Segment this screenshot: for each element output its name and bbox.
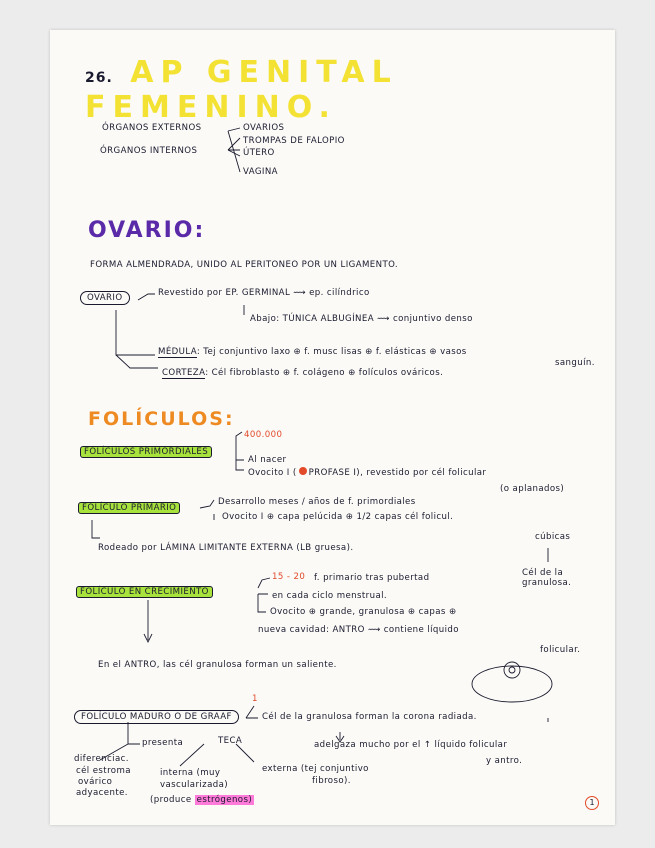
page-number: 1 [585, 796, 599, 810]
estroma-1: cél estroma [76, 766, 131, 776]
crecimiento-ovocito: Ovocito ⊕ grande, granulosa ⊕ capas ⊕ [270, 607, 457, 617]
maduro-corona: Cél de la granulosa forman la corona radiada. [262, 712, 477, 722]
primario-desarrollo: Desarrollo meses / años de f. primordiales [218, 497, 416, 507]
ovario-corteza [162, 368, 443, 378]
trompas-item: TROMPAS DE FALOPIO [243, 136, 345, 146]
ovario-forma: FORMA ALMENDRADA, UNIDO AL PERITONEO POR UN LIGAMENTO. [90, 260, 399, 270]
ovario-medula-2: sanguín. [555, 358, 595, 368]
maduro-count: 1 [252, 694, 258, 704]
maduro-teca: TECA [218, 736, 243, 746]
heading-foliculos: FOLÍCULOS: [88, 408, 235, 430]
teca-interna-3 [150, 795, 254, 805]
heading-ovario: OVARIO: [88, 218, 206, 243]
crecimiento-label: FOLÍCULO EN CRECIMIENTO [76, 586, 213, 598]
vagina-item: VAGINA [243, 167, 278, 177]
estrogenos-highlight: estrógenos) [196, 795, 253, 805]
primordiales-nacer: Al nacer [248, 455, 287, 465]
ovocito-a: Ovocito I ( [248, 468, 297, 478]
primordiales-aplanados: (o aplanados) [500, 484, 565, 494]
corteza-text: : Cél fibroblasto ⊕ f. colágeno ⊕ folículos ováricos. [205, 368, 444, 378]
ovocito-b: PROFASE I), revestido por cél folicular [308, 468, 487, 478]
primario-granulosa: Cél de la granulosa. [522, 568, 572, 588]
ovarios-item: OVARIOS [243, 123, 285, 133]
ovario-box: OVARIO [80, 291, 130, 305]
corteza-label: CORTEZA [162, 368, 206, 378]
organos-externos: ÓRGANOS EXTERNOS [102, 123, 202, 133]
primordiales-label: FOLÍCULOS PRIMORDIALES [80, 446, 212, 458]
title-number: 26. [85, 70, 113, 86]
ovario-medula [158, 347, 467, 357]
medula-label: MÉDULA [158, 347, 197, 357]
red-dot-icon [299, 467, 307, 475]
medula-text: : Tej conjuntivo laxo ⊕ f. musc lisas ⊕ f. elásticas ⊕ vasos [196, 347, 467, 357]
teca-interna-2: vascularizada) [160, 780, 229, 790]
maduro-presenta: presenta [142, 738, 184, 748]
title-text: AP GENITAL FEMENINO. [85, 55, 398, 125]
crecimiento-primario: f. primario tras pubertad [314, 573, 430, 583]
primario-cubicas: cúbicas [535, 532, 571, 542]
organos-internos: ÓRGANOS INTERNOS [100, 146, 198, 156]
primordiales-ovocito [248, 467, 486, 478]
crecimiento-cavidad: nueva cavidad: ANTRO ⟿ contiene líquido [258, 625, 459, 635]
primordiales-count: 400.000 [244, 430, 283, 440]
estroma-3: adyacente. [76, 788, 128, 798]
estroma-2: ovárico [78, 777, 113, 787]
maduro-antro: y antro. [486, 756, 523, 766]
crecimiento-folicular: folicular. [540, 645, 581, 655]
utero-item: ÚTERO [243, 148, 275, 158]
crecimiento-ciclo: en cada ciclo menstrual. [272, 591, 388, 601]
crecimiento-antro: En el ANTRO, las cél granulosa forman un saliente. [98, 660, 337, 670]
primario-ovocito: Ovocito I ⊕ capa pelúcida ⊕ 1/2 capas cél folicul. [222, 512, 454, 522]
page-title [85, 55, 655, 125]
primario-label: FOLÍCULO PRIMARIO [78, 502, 180, 514]
ovario-abajo: Abajo: TÚNICA ALBUGÍNEA ⟿ conjuntivo denso [250, 314, 473, 324]
produce-text: (produce [150, 795, 192, 805]
teca-interna-1: interna (muy [160, 768, 221, 778]
teca-externa-1: externa (tej conjuntivo [262, 764, 369, 774]
maduro-adelgaza: adelgaza mucho por el ↑ líquido folicular [314, 740, 508, 750]
ovario-revestido: Revestido por EP. GERMINAL ⟿ ep. cilíndrico [158, 288, 370, 298]
primario-rodeado: Rodeado por LÁMINA LIMITANTE EXTERNA (LB gruesa). [98, 543, 354, 553]
crecimiento-count: 15 - 20 [272, 572, 306, 582]
diferenciac: diferenciac. [74, 754, 129, 764]
teca-externa-2: fibroso). [312, 776, 351, 786]
maduro-label: FOLÍCULO MADURO O DE GRAAF [74, 710, 239, 724]
